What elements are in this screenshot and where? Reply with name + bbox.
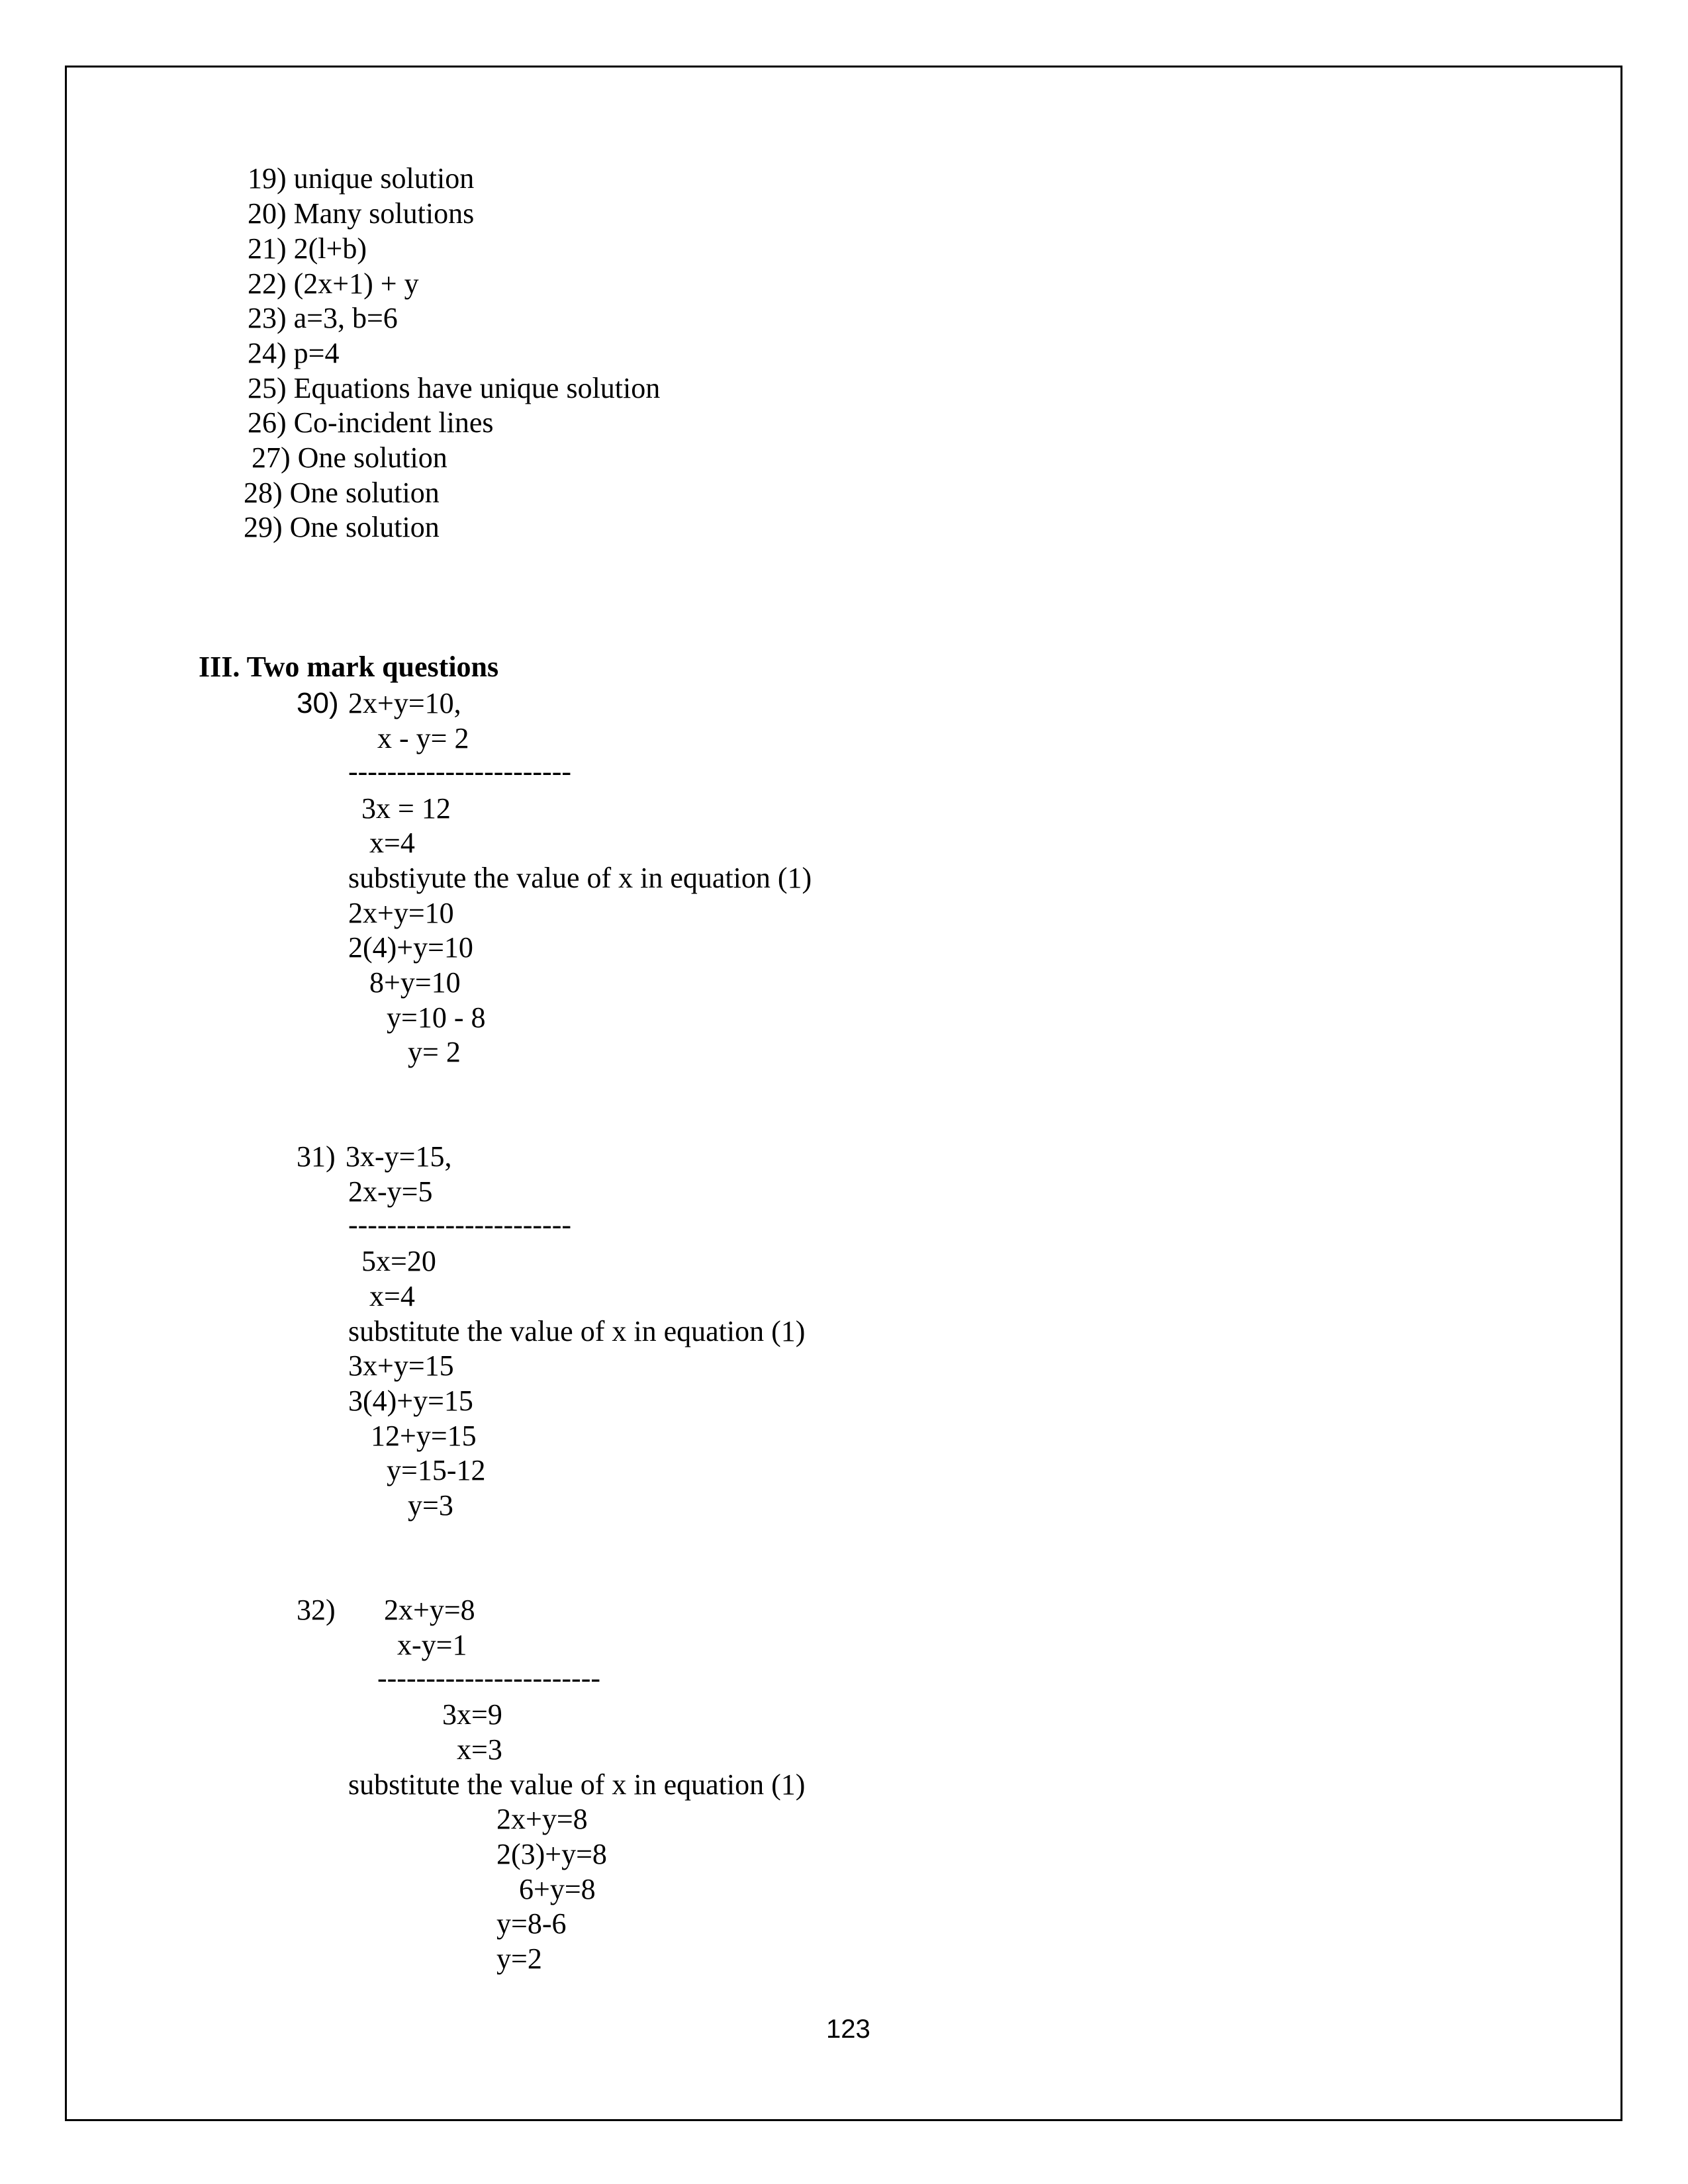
answer-line: 20) Many solutions — [248, 197, 475, 230]
q31-separator: ----------------------- — [348, 1208, 572, 1241]
answer-line: 19) unique solution — [248, 162, 475, 195]
q31-line: 5x=20 — [361, 1245, 436, 1277]
answer-line: 22) (2x+1) + y — [248, 267, 419, 300]
q31-line: 3(4)+y=15 — [348, 1385, 473, 1417]
q31-line: 12+y=15 — [371, 1420, 477, 1452]
q30-line: 3x = 12 — [361, 792, 451, 825]
q31-line: x=4 — [369, 1280, 415, 1312]
answer-line: 24) p=4 — [248, 337, 340, 369]
question-31-label: 31) — [297, 1140, 336, 1173]
q31-line: 2x-y=5 — [348, 1175, 433, 1208]
question-32-label: 32) — [297, 1594, 336, 1626]
q32-line: y=8-6 — [496, 1907, 567, 1940]
q32-line: 2x+y=8 — [384, 1594, 475, 1626]
q30-line: y= 2 — [408, 1036, 461, 1068]
q30-line: substiyute the value of x in equation (1) — [348, 862, 812, 894]
answer-line: 26) Co-incident lines — [248, 406, 494, 439]
q30-line: 2x+y=10, — [348, 687, 461, 719]
q31-line: y=15-12 — [387, 1454, 486, 1486]
q31-line: 3x+y=15 — [348, 1349, 454, 1382]
q32-line: x=3 — [457, 1733, 502, 1766]
q32-line: 3x=9 — [442, 1698, 502, 1731]
question-30-label: 30) — [297, 687, 339, 719]
q31-line: 3x-y=15, — [346, 1140, 452, 1173]
q30-line: x=4 — [369, 827, 415, 859]
q32-line: 2x+y=8 — [496, 1803, 588, 1835]
answer-line: 29) One solution — [244, 511, 440, 543]
q32-separator: ----------------------- — [377, 1662, 601, 1694]
q32-line: y=2 — [496, 1942, 542, 1975]
q31-line: y=3 — [408, 1489, 453, 1522]
q30-separator: ----------------------- — [348, 755, 572, 788]
answer-line: 25) Equations have unique solution — [248, 372, 661, 404]
q32-line: x-y=1 — [397, 1629, 467, 1661]
q32-line: 2(3)+y=8 — [496, 1838, 607, 1870]
q30-line: 2(4)+y=10 — [348, 931, 473, 964]
q30-line: y=10 - 8 — [387, 1001, 486, 1034]
q32-line: substitute the value of x in equation (1) — [348, 1768, 806, 1801]
answer-line: 23) a=3, b=6 — [248, 302, 398, 334]
answer-line: 28) One solution — [244, 477, 440, 509]
q32-line: 6+y=8 — [519, 1873, 596, 1905]
page-number: 123 — [826, 2015, 870, 2044]
section-heading: III. Two mark questions — [199, 651, 499, 683]
q30-line: 2x+y=10 — [348, 897, 454, 929]
q30-line: x - y= 2 — [377, 722, 469, 754]
answer-line: 27) One solution — [252, 441, 447, 474]
answer-line: 21) 2(l+b) — [248, 232, 367, 265]
q30-line: 8+y=10 — [369, 966, 461, 999]
q31-line: substitute the value of x in equation (1) — [348, 1315, 806, 1347]
